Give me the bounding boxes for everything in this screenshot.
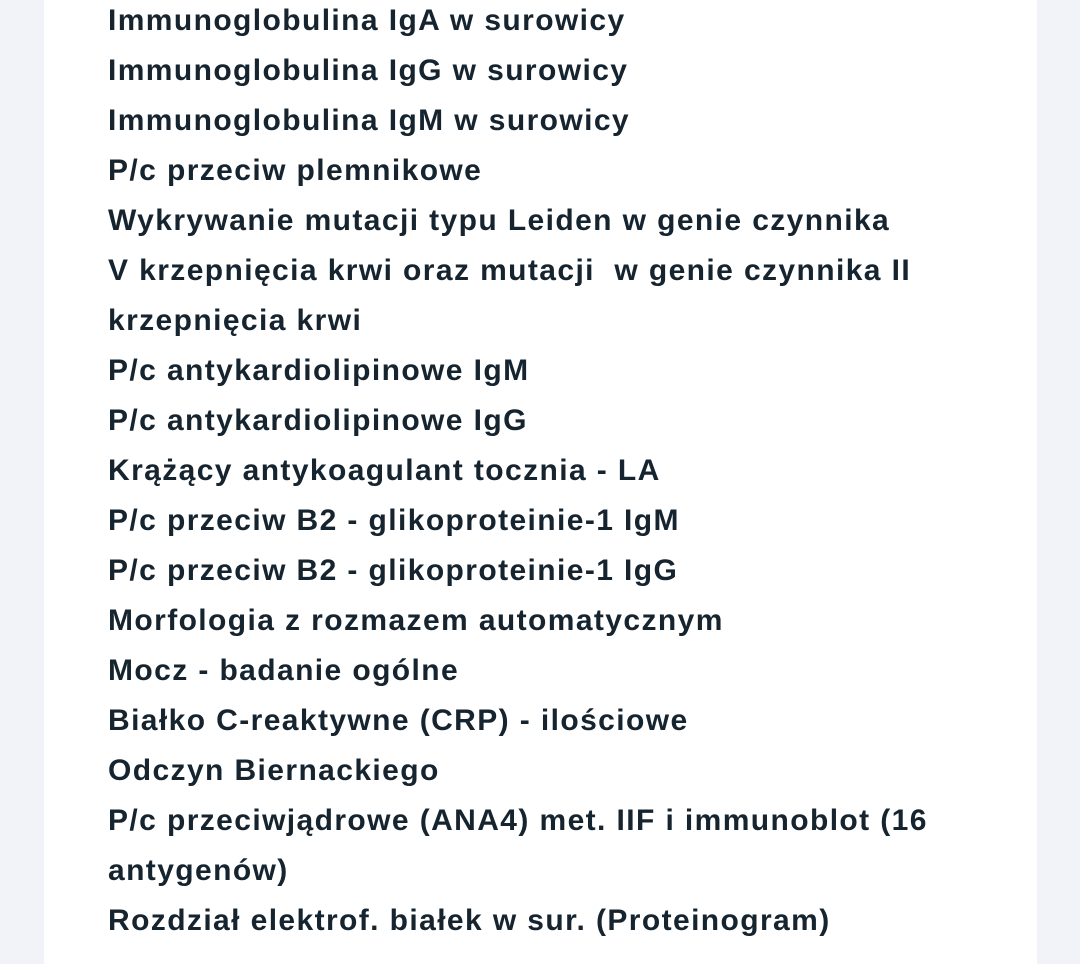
test-name-line: P/c przeciw plemnikowe xyxy=(108,154,483,187)
test-name-line: P/c antykardiolipinowe IgM xyxy=(108,354,530,387)
right-gutter xyxy=(1037,0,1080,964)
content-panel xyxy=(44,0,1037,964)
test-name-line: P/c antykardiolipinowe IgG xyxy=(108,404,528,437)
test-name-line: Morfologia z rozmazem automatycznym xyxy=(108,604,724,637)
test-name-line: Wykrywanie mutacji typu Leiden w genie czynnika xyxy=(108,204,891,237)
test-name-line: Immunoglobulina IgA w surowicy xyxy=(108,4,626,37)
test-name-line: Odczyn Biernackiego xyxy=(108,754,440,787)
test-name-line: Białko C-reaktywne (CRP) - ilościowe xyxy=(108,704,689,737)
test-name-line: Rozdział elektrof. białek w sur. (Proteinogram) xyxy=(108,904,831,937)
test-name-line: V krzepnięcia krwi oraz mutacji w genie czynnika II xyxy=(108,254,912,287)
test-name-line: Krążący antykoagulant tocznia - LA xyxy=(108,454,661,487)
test-name-line: P/c przeciw B2 - glikoproteinie-1 IgG xyxy=(108,554,679,587)
test-name-line: antygenów) xyxy=(108,854,289,887)
test-name-line: krzepnięcia krwi xyxy=(108,304,363,337)
lab-test-list[interactable] xyxy=(108,0,1017,946)
left-gutter xyxy=(0,0,44,964)
test-name-line: Immunoglobulina IgM w surowicy xyxy=(108,104,631,137)
test-name-line: Immunoglobulina IgG w surowicy xyxy=(108,54,629,87)
test-name-line: P/c przeciwjądrowe (ANA4) met. IIF i immunoblot (16 xyxy=(108,804,928,837)
test-name-line: Mocz - badanie ogólne xyxy=(108,654,460,687)
test-name-line: P/c przeciw B2 - glikoproteinie-1 IgM xyxy=(108,504,680,537)
